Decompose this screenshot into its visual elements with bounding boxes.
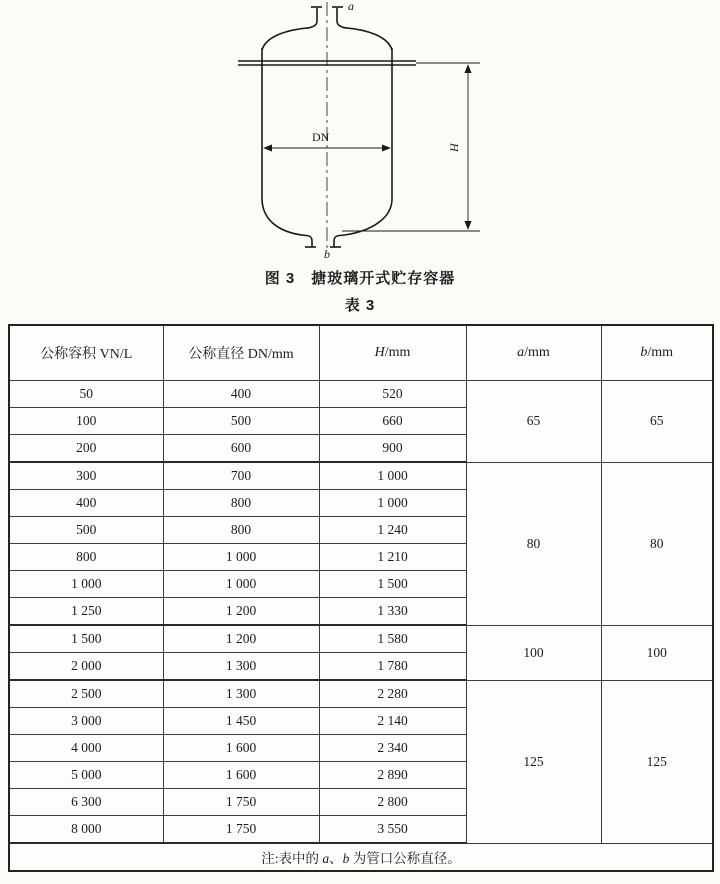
cell-a-group2: 80 xyxy=(466,462,601,625)
cell-a-group4: 125 xyxy=(466,680,601,843)
cell-dn: 1 600 xyxy=(163,762,319,789)
table-row xyxy=(9,462,713,490)
col-header-b-var: b xyxy=(640,345,648,360)
note-suffix: 为管口公称直径。 xyxy=(349,851,461,866)
cell-dn: 1 750 xyxy=(163,789,319,816)
bottom-nozzle-left xyxy=(306,236,312,248)
table-row xyxy=(9,680,713,708)
cell-a-group1: 65 xyxy=(466,381,601,463)
table-note xyxy=(9,843,713,871)
col-header-b-unit: /mm xyxy=(647,345,674,360)
col-header-a-unit: /mm xyxy=(524,345,550,360)
cell-vn: 50 xyxy=(9,381,163,408)
cell-vn: 5 000 xyxy=(9,762,163,789)
cell-dn: 400 xyxy=(163,381,319,408)
top-nozzle-label: a xyxy=(348,0,354,13)
cell-dn: 1 000 xyxy=(163,544,319,571)
cell-dn: 1 200 xyxy=(163,625,319,653)
table-title: 表 3 xyxy=(344,297,376,314)
col-header-dn-text: 公称直径 xyxy=(188,347,248,362)
cell-dn: 800 xyxy=(163,517,319,544)
note-separator: 、 xyxy=(329,851,343,866)
col-header-b xyxy=(601,325,713,381)
col-header-vn-var: VN xyxy=(99,347,120,362)
cell-vn: 1 500 xyxy=(9,625,163,653)
cell-vn: 4 000 xyxy=(9,735,163,762)
cell-dn: 1 300 xyxy=(163,680,319,708)
cell-h: 900 xyxy=(319,435,466,463)
cell-h: 2 280 xyxy=(319,680,466,708)
cell-h: 1 000 xyxy=(319,490,466,517)
cell-vn: 8 000 xyxy=(9,816,163,844)
col-header-a-var: a xyxy=(517,345,525,360)
col-header-vn xyxy=(9,325,163,381)
note-prefix: 注:表中的 xyxy=(261,851,323,866)
cell-h: 2 140 xyxy=(319,708,466,735)
col-header-a xyxy=(466,325,601,381)
cell-h: 1 330 xyxy=(319,598,466,626)
note-var-a: a xyxy=(322,851,330,866)
dn-dimension-label: DN xyxy=(312,130,330,144)
cell-h: 1 000 xyxy=(319,462,466,490)
cell-vn: 400 xyxy=(9,490,163,517)
cell-dn: 700 xyxy=(163,462,319,490)
cell-h: 1 240 xyxy=(319,517,466,544)
col-header-h-unit: /mm xyxy=(384,345,411,360)
h-dimension-label: H xyxy=(447,143,461,152)
col-header-h-var: H xyxy=(374,345,385,360)
cell-dn: 1 000 xyxy=(163,571,319,598)
cell-b-group4: 125 xyxy=(601,680,713,843)
cell-dn: 600 xyxy=(163,435,319,463)
top-nozzle-right xyxy=(337,8,346,28)
col-header-vn-unit: /L xyxy=(119,347,133,362)
spec-table xyxy=(8,324,714,872)
col-header-dn-var: DN xyxy=(247,347,269,362)
note-row xyxy=(9,843,713,871)
cell-dn: 1 750 xyxy=(163,816,319,844)
cell-b-group2: 80 xyxy=(601,462,713,625)
cell-vn: 1 250 xyxy=(9,598,163,626)
col-header-dn xyxy=(163,325,319,381)
cell-h: 1 500 xyxy=(319,571,466,598)
cell-h: 3 550 xyxy=(319,816,466,844)
vessel-diagram xyxy=(0,0,720,260)
cell-h: 2 340 xyxy=(319,735,466,762)
bottom-head-right xyxy=(340,200,392,236)
bottom-nozzle-label: b xyxy=(324,247,330,260)
cell-h: 1 210 xyxy=(319,544,466,571)
cell-h: 2 890 xyxy=(319,762,466,789)
cell-vn: 1 000 xyxy=(9,571,163,598)
top-nozzle-left xyxy=(308,8,317,28)
cell-a-group3: 100 xyxy=(466,625,601,680)
cell-b-group1: 65 xyxy=(601,381,713,463)
cell-dn: 1 300 xyxy=(163,653,319,681)
cell-vn: 6 300 xyxy=(9,789,163,816)
cell-h: 520 xyxy=(319,381,466,408)
cell-vn: 200 xyxy=(9,435,163,463)
cell-h: 1 780 xyxy=(319,653,466,681)
cell-vn: 3 000 xyxy=(9,708,163,735)
table-row xyxy=(9,381,713,408)
bottom-head-left xyxy=(262,200,306,236)
bottom-nozzle-right xyxy=(334,236,340,248)
figure-caption: 图 3 搪玻璃开式贮存容器 xyxy=(264,270,456,287)
cell-vn: 500 xyxy=(9,517,163,544)
cell-h: 2 800 xyxy=(319,789,466,816)
cell-h: 660 xyxy=(319,408,466,435)
cell-vn: 800 xyxy=(9,544,163,571)
cell-dn: 500 xyxy=(163,408,319,435)
cell-vn: 2 500 xyxy=(9,680,163,708)
col-header-vn-text: 公称容积 xyxy=(40,347,100,362)
col-header-h xyxy=(319,325,466,381)
table-row xyxy=(9,625,713,653)
cell-vn: 100 xyxy=(9,408,163,435)
cell-dn: 1 450 xyxy=(163,708,319,735)
cell-dn: 1 600 xyxy=(163,735,319,762)
vessel-figure xyxy=(0,0,720,260)
top-head-right xyxy=(345,28,392,50)
cell-b-group3: 100 xyxy=(601,625,713,680)
cell-dn: 800 xyxy=(163,490,319,517)
top-head-left xyxy=(262,28,309,50)
cell-dn: 1 200 xyxy=(163,598,319,626)
note-var-b: b xyxy=(342,851,350,866)
cell-vn: 2 000 xyxy=(9,653,163,681)
cell-vn: 300 xyxy=(9,462,163,490)
col-header-dn-unit: /mm xyxy=(268,347,294,362)
cell-h: 1 580 xyxy=(319,625,466,653)
header-row xyxy=(9,325,713,381)
